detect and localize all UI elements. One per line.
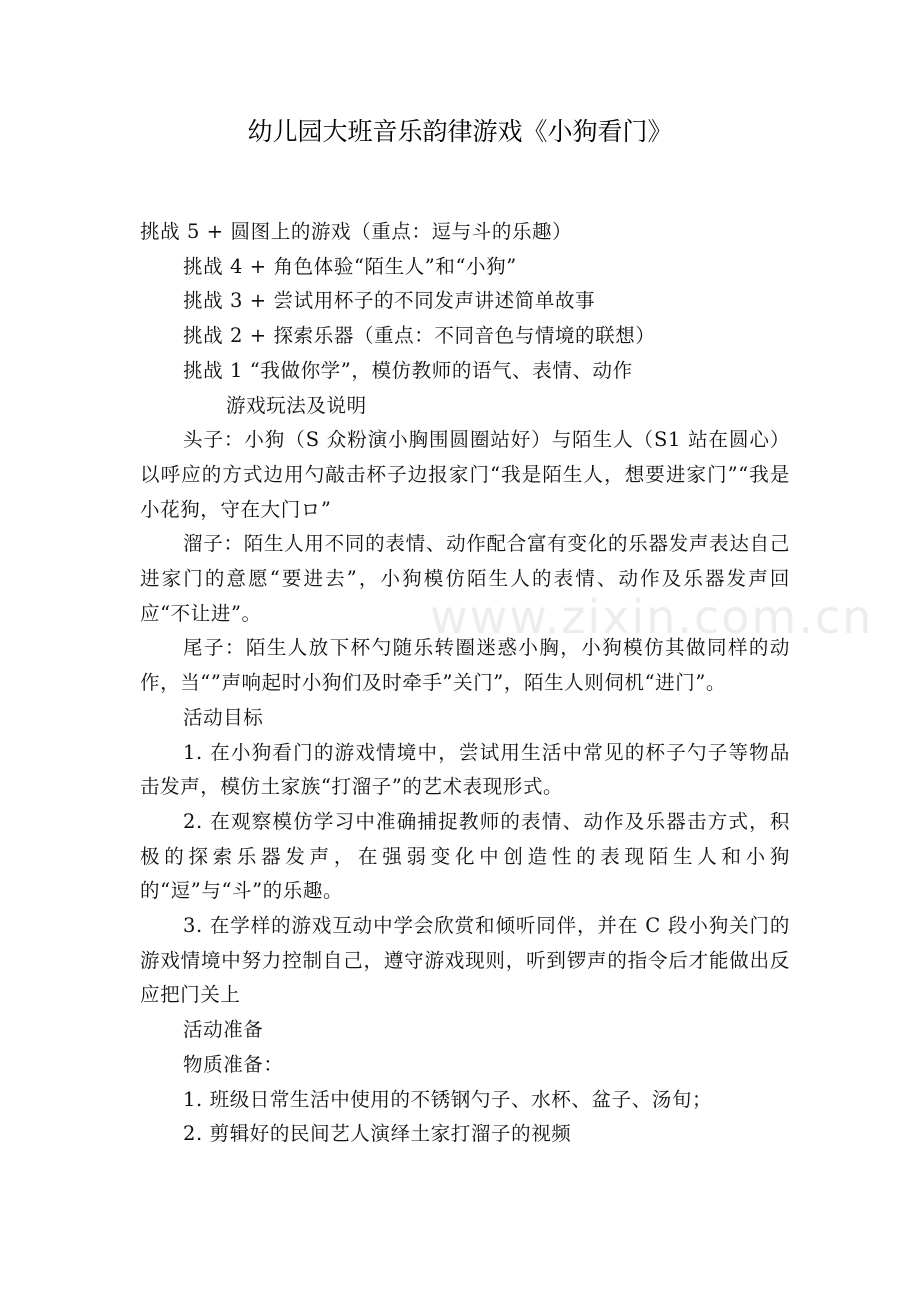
preparation-heading: 活动准备	[183, 1018, 264, 1042]
goal-item-3: 3. 在学样的游戏互动中学会欣赏和倾听同伴，并在 C 段小狗关门的游戏情境中努力控制自己，遵守游戏现则，听到锣声的指令后才能做出反应把门关上	[140, 914, 790, 1007]
challenge-1-line: 挑战 1 “我做你学”，模仿教师的语气、表情、动作	[183, 358, 633, 382]
goal-item-1: 1. 在小狗看门的游戏情境中，尝试用生活中常见的杯子勺子等物品击发声，模仿土家族“打溜子”的艺术表现形式。	[140, 740, 790, 799]
material-preparation-heading: 物质准备：	[183, 1052, 284, 1076]
challenge-3-line: 挑战 3 + 尝试用杯子的不同发声讲述简单故事	[183, 289, 596, 313]
challenge-4-line: 挑战 4 + 角色体验“陌生人”和“小狗”	[183, 254, 517, 278]
paragraph-weizi: 尾子：陌生人放下杯勺随乐转圈迷惑小胸，小狗模仿其做同样的动作，当“”声响起时小狗们及时牵手”关门”，陌生人则伺机“进门”。	[140, 636, 790, 695]
challenge-2-line: 挑战 2 + 探索乐器（重点：不同音色与情境的联想）	[183, 324, 656, 348]
paragraph-liuzi: 溜子：陌生人用不同的表情、动作配合富有变化的乐器发声表达自己进家门的意愿“要进去”，小狗模仿陌生人的表情、动作及乐器发声回应“不让进”。	[140, 532, 790, 625]
document-title: 幼儿园大班音乐韵律游戏《小狗看门》	[247, 117, 673, 146]
paragraph-touzi: 头子：小狗（S 众粉演小胸围圆圈站好）与陌生人（S1 站在圆心）以呼应的方式边用勺敲击杯子边报家门“我是陌生人，想要进家门”“我是小花狗，守在大门ロ”	[140, 428, 790, 521]
document-body	[140, 215, 790, 1152]
material-item-1: 1. 班级日常生活中使用的不锈钢勺子、水杯、盆子、汤旬；	[183, 1087, 713, 1111]
goal-item-2: 2. 在观察模仿学习中准确捕捉教师的表情、动作及乐器击方式，积极的探索乐器发声，在强弱变化中创造性的表现陌生人和小狗的“逗”与“斗”的乐趣。	[140, 809, 790, 903]
challenge-5-line: 挑战 5 + 圆图上的游戏（重点：逗与斗的乐趣）	[140, 220, 573, 243]
material-item-2: 2. 剪辑好的民间艺人演绎土家打溜子的视频	[183, 1122, 572, 1146]
goals-heading: 活动目标	[183, 705, 264, 729]
watermark: www.zixin.com.cn	[430, 590, 874, 644]
game-rules-heading: 游戏玩法及说明	[226, 393, 367, 417]
